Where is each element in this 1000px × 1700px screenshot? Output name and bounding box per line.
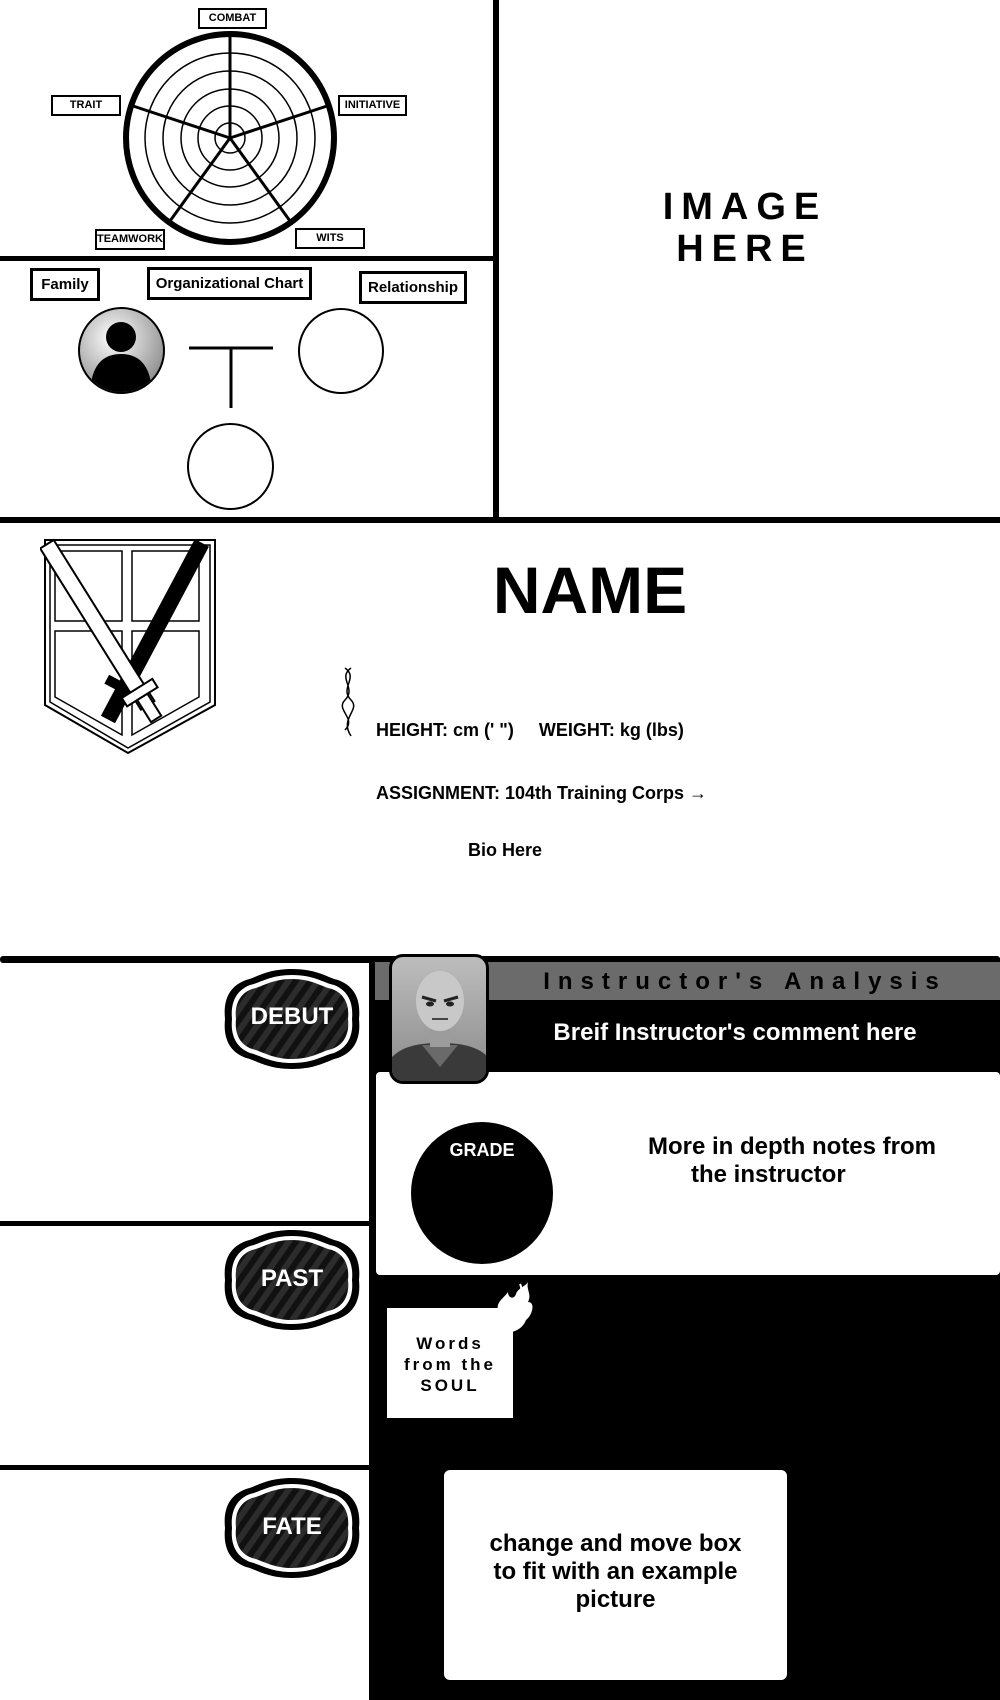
grade-label: GRADE — [449, 1140, 515, 1160]
past-fate-divider — [0, 1465, 372, 1470]
org-connector-lines — [185, 340, 275, 410]
soul-line1: Words — [416, 1334, 484, 1353]
ornament-flourish-icon — [335, 666, 361, 738]
radar-label-wits: WITS — [295, 228, 365, 249]
example-picture-text — [444, 1530, 787, 1614]
instructor-brief-comment: Breif Instructor's comment here — [553, 1019, 917, 1046]
debut-label: DEBUT — [250, 1003, 334, 1030]
relation-circle-right[interactable] — [298, 308, 384, 394]
character-stats — [376, 678, 707, 825]
soul-line2: from the — [404, 1355, 496, 1374]
example-text-line1: change and move box — [489, 1530, 742, 1557]
training-corps-emblem-icon — [40, 535, 220, 760]
instructor-face-icon — [392, 957, 488, 1083]
radar-divider — [0, 256, 495, 261]
instructor-notes — [648, 1133, 988, 1189]
image-placeholder — [560, 186, 930, 270]
flame-icon — [478, 1280, 534, 1340]
instructor-notes-line1: More in depth notes from — [648, 1133, 936, 1160]
relation-circle-bottom[interactable] — [187, 423, 274, 510]
image-placeholder-line1: IMAGE — [662, 186, 828, 228]
instructor-title: Instructor's Analysis — [543, 968, 947, 995]
radar-label-teamwork: TEAMWORK — [95, 229, 165, 250]
bio-text: Bio Here — [467, 840, 543, 860]
fate-label: FATE — [262, 1513, 322, 1540]
assignment-text: ASSIGNMENT: 104th Training Corps → — [376, 783, 708, 803]
example-text-line2: to fit with an example — [493, 1558, 738, 1585]
height-weight-text: HEIGHT: cm (' ") WEIGHT: kg (lbs) — [376, 720, 684, 740]
image-placeholder-line2: HERE — [676, 228, 814, 270]
tab-family[interactable]: Family — [30, 268, 100, 301]
person-silhouette-icon — [78, 307, 165, 394]
radar-label-initiative: INITIATIVE — [338, 95, 407, 116]
stat-radar-chart — [0, 0, 495, 255]
avatar[interactable] — [78, 307, 165, 394]
top-section-divider — [0, 517, 1000, 523]
tab-relationship[interactable]: Relationship — [359, 271, 467, 304]
instructor-notes-line2: the instructor — [691, 1161, 846, 1188]
example-text-line3: picture — [575, 1586, 656, 1613]
radar-label-combat: COMBAT — [198, 8, 267, 29]
character-name: NAME — [492, 553, 688, 627]
debut-past-divider — [0, 1221, 372, 1226]
soul-line3: SOUL — [420, 1376, 480, 1395]
instructor-portrait[interactable] — [389, 954, 489, 1084]
tab-organizational-chart[interactable]: Organizational Chart — [147, 267, 312, 300]
vertical-divider — [493, 0, 499, 522]
past-label: PAST — [260, 1265, 324, 1292]
radar-label-trait: TRAIT — [51, 95, 121, 116]
